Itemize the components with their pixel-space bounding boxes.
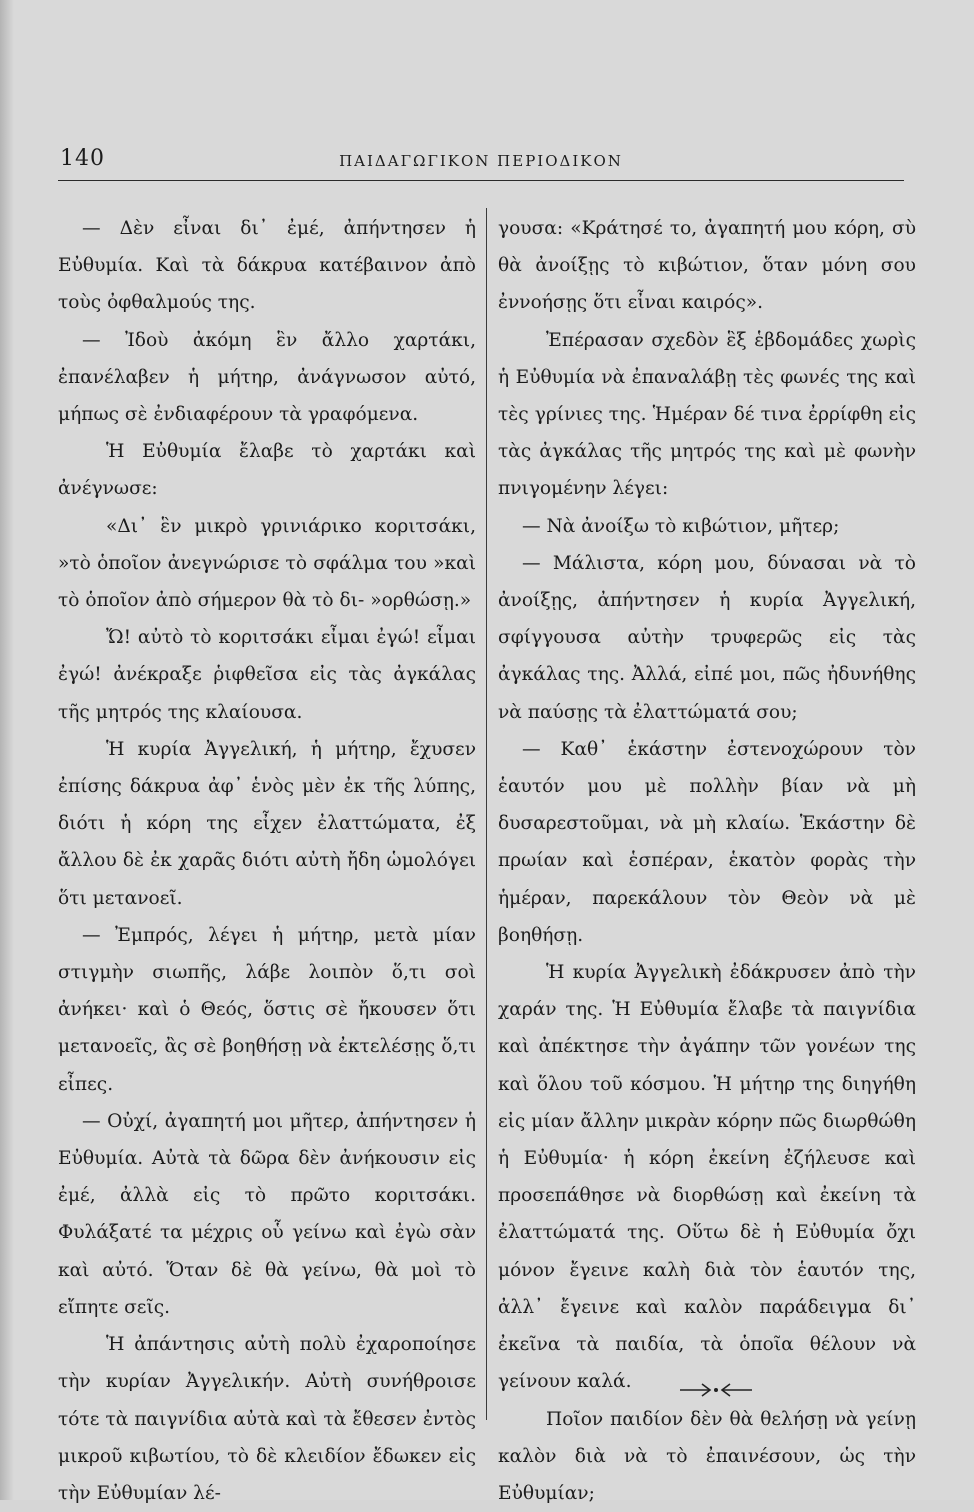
paragraph: — Ἐμπρός, λέγει ἡ μήτηρ, μετὰ μίαν στιγμὴν σιωπῆς, λάβε λοιπὸν ὅ,τι σοὶ ἀνήκει· καὶ ὁ Θεός, ὅστις σὲ ἤκουσεν ὅτι μετανοεῖς, ἂς σὲ βοηθήσῃ νὰ ἐκτελέσῃς ὅ,τι εἶπες. xyxy=(58,917,476,1103)
end-ornament-icon xyxy=(676,1378,756,1402)
paragraph: Ἡ Εὐθυμία ἔλαβε τὸ χαρτάκι καὶ ἀνέγνωσε: xyxy=(58,433,476,507)
paragraph: Ἡ ἀπάντησις αὐτὴ πολὺ ἐχαροποίησε τὴν κυρίαν Ἀγγελικήν. Αὐτὴ συνήθροισε τότε τὰ παιγνίδια αὐτὰ καὶ τὰ ἔθεσεν ἐντὸς μικροῦ κιβωτίου, τὸ δὲ κλειδίον ἔδωκεν εἰς τὴν Εὐθυμίαν λέ- xyxy=(58,1326,476,1512)
paragraph: — Καθ᾽ ἑκάστην ἐστενοχώρουν τὸν ἑαυτόν μου μὲ πολλὴν βίαν νὰ μὴ δυσαρεστοῦμαι, νὰ μὴ κλαίω. Ἑκάστην δὲ πρωίαν καὶ ἑσπέραν, ἑκατὸν φορὰς τὴν ἡμέραν, παρεκάλουν τὸν Θεὸν νὰ μὲ βοηθήσῃ. xyxy=(498,731,916,954)
paragraph: Ἐπέρασαν σχεδὸν ἓξ ἑβδομάδες χωρὶς ἡ Εὐθυμία νὰ ἐπαναλάβῃ τὲς φωνές της καὶ τὲς γρίνιες της. Ἡμέραν δέ τινα ἐρρίφθη εἰς τὰς ἀγκάλας τῆς μητρός της καὶ μὲ φωνὴν πνιγομένην λέγει: xyxy=(498,322,916,508)
header-rule xyxy=(58,180,904,181)
right-column xyxy=(498,210,916,1512)
page-header xyxy=(58,146,904,182)
paragraph: — Δὲν εἶναι δι᾽ ἐμέ, ἀπήντησεν ἡ Εὐθυμία. Καὶ τὰ δάκρυα κατέβαινον ἀπὸ τοὺς ὀφθαλμούς της. xyxy=(58,210,476,322)
column-divider xyxy=(486,208,487,1420)
paragraph: — Οὐχί, ἀγαπητή μοι μῆτερ, ἀπήντησεν ἡ Εὐθυμία. Αὐτὰ τὰ δῶρα δὲν ἀνήκουσιν εἰς ἐμέ, ἀλλὰ εἰς τὸ πρῶτο κοριτσάκι. Φυλάξατέ τα μέχρις οὗ γείνω καὶ ἐγὼ σὰν καὶ αὐτό. Ὅταν δὲ θὰ γείνω, θὰ μοὶ τὸ εἴπητε σεῖς. xyxy=(58,1103,476,1326)
paragraph: Ὤ! αὐτὸ τὸ κοριτσάκι εἶμαι ἐγώ! εἶμαι ἐγώ! ἀνέκραξε ῥιφθεῖσα εἰς τὰς ἀγκάλας τῆς μητρός της κλαίουσα. xyxy=(58,619,476,731)
paragraph: — Μάλιστα, κόρη μου, δύνασαι νὰ τὸ ἀνοίξῃς, ἀπήντησεν ἡ κυρία Ἀγγελική, σφίγγουσα αὐτὴν τρυφερῶς εἰς τὰς ἀγκάλας της. Ἀλλά, εἰπέ μοι, πῶς ἠδυνήθης νὰ παύσῃς τὰ ἐλαττώματά σου; xyxy=(498,545,916,731)
paragraph: Ποῖον παιδίον δὲν θὰ θελήσῃ νὰ γείνῃ καλὸν διὰ νὰ τὸ ἐπαινέσουν, ὡς τὴν Εὐθυμίαν; xyxy=(498,1401,916,1512)
paragraph: γουσα: «Κράτησέ το, ἀγαπητή μου κόρη, σὺ θὰ ἀνοίξῃς τὸ κιβώτιον, ὅταν μόνη σου ἐννοήσῃς ὅτι εἶναι καιρός». xyxy=(498,210,916,322)
paragraph: — Νὰ ἀνοίξω τὸ κιβώτιον, μῆτερ; xyxy=(498,508,916,545)
page-number: 140 xyxy=(60,146,105,171)
paragraph: Ἡ κυρία Ἀγγελική, ἡ μήτηρ, ἔχυσεν ἐπίσης δάκρυα ἀφ᾽ ἑνὸς μὲν ἐκ τῆς λύπης, διότι ἡ κόρη της εἶχεν ἐλαττώματα, ἐξ ἄλλου δὲ ἐκ χαρᾶς διότι αὐτὴ ἤδη ὡμολόγει ὅτι μετανοεῖ. xyxy=(58,731,476,917)
quoted-note: «Δι᾽ ἓν μικρὸ γρινιάρικο κοριτσάκι, »τὸ ὁποῖον ἀνεγνώρισε τὸ σφάλμα του »καὶ τὸ ὁποῖον ἀπὸ σήμερον θὰ τὸ δι- »ορθώσῃ.» xyxy=(58,508,476,620)
running-title: ΠΑΙΔΑΓΩΓΙΚΟΝ ΠΕΡΙΟΔΙΚΟΝ xyxy=(58,152,904,170)
page-edge-shadow xyxy=(0,0,14,1500)
paragraph: Ἡ κυρία Ἀγγελικὴ ἐδάκρυσεν ἀπὸ τὴν χαράν της. Ἡ Εὐθυμία ἔλαβε τὰ παιγνίδια καὶ ἀπέκτησε τὴν ἀγάπην τῶν γονέων της καὶ ὅλου τοῦ κόσμου. Ἡ μήτηρ της διηγήθη εἰς μίαν ἄλλην μικρὰν κόρην πῶς διωρθώθη ἡ Εὐθυμία· ἡ κόρη ἐκείνη ἐζήλευσε καὶ προσεπάθησε νὰ διορθώσῃ καὶ ἐκείνη τὰ ἐλαττώματά της. Οὕτω δὲ ἡ Εὐθυμία ὄχι μόνον ἔγεινε καλὴ διὰ τὸν ἑαυτόν της, ἀλλ᾽ ἔγεινε καὶ καλὸν παράδειγμα δι᾽ ἐκεῖνα τὰ παιδία, τὰ ὁποῖα θέλουν νὰ γείνουν καλά. xyxy=(498,954,916,1400)
paragraph: — Ἰδοὺ ἀκόμη ἓν ἄλλο χαρτάκι, ἐπανέλαβεν ἡ μήτηρ, ἀνάγνωσον αὐτό, μήπως σὲ ἐνδιαφέρουν τὰ γραφόμενα. xyxy=(58,322,476,434)
left-column xyxy=(58,210,476,1512)
